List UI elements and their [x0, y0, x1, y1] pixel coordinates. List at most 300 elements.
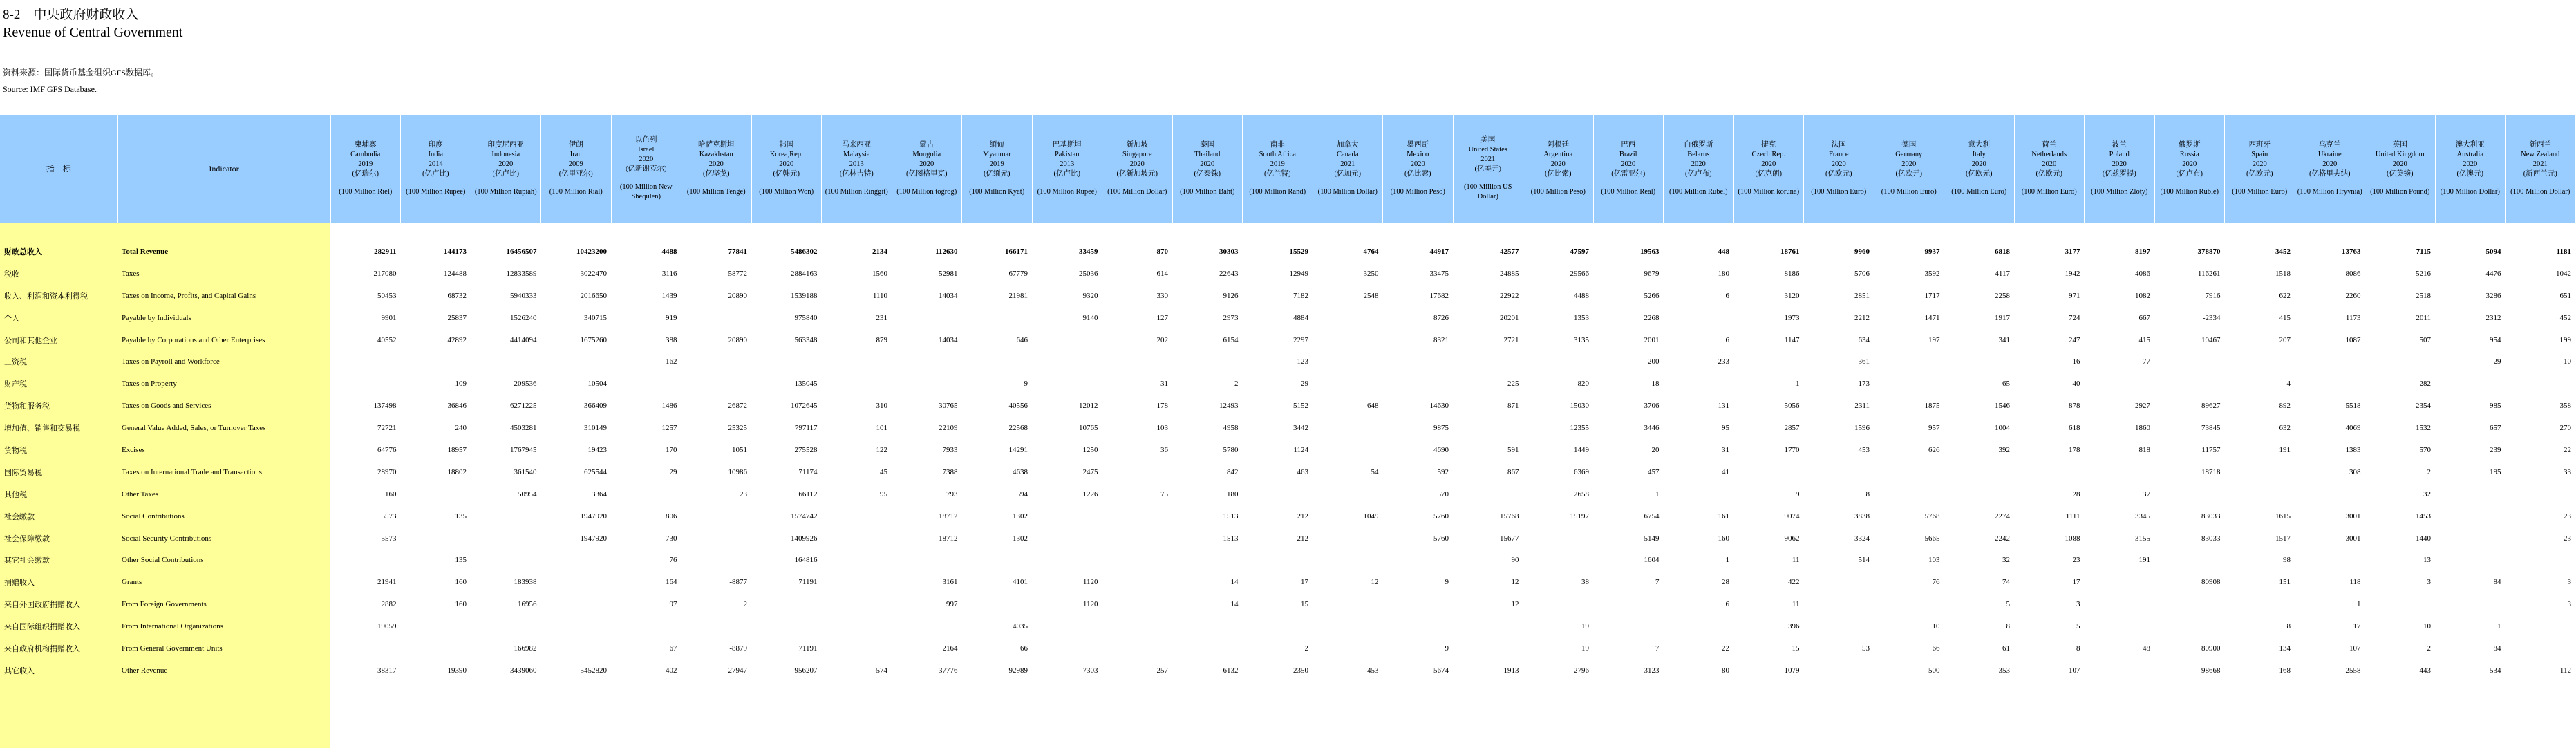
column-cn: 意大利 [1968, 141, 1990, 149]
table-cell [2435, 549, 2506, 571]
column-header-united-kingdom [2365, 115, 2436, 223]
column-en: Spain [2251, 151, 2268, 158]
table-cell [1664, 615, 1734, 637]
table-cell [401, 483, 471, 505]
table-cell: 23 [2072, 556, 2080, 565]
table-cell: 1596 [1854, 424, 1870, 433]
table-cell: 1409926 [791, 534, 818, 543]
table-cell: -8879 [729, 644, 747, 653]
table-cell: 2 [1304, 644, 1308, 653]
table-cell: 1439 [661, 291, 677, 300]
table-cell [330, 373, 401, 395]
table-cell [822, 549, 892, 571]
table-cell: 32 [2423, 489, 2431, 498]
column-en: South Africa [1259, 151, 1296, 158]
table-cell: 98 [2283, 556, 2291, 565]
table-cell: 95 [1722, 424, 1729, 433]
table-cell: 402 [666, 666, 677, 675]
table-cell: 98668 [2201, 666, 2221, 675]
table-cell: 396 [1788, 622, 1800, 631]
column-header-russia [2154, 115, 2225, 223]
column-unit-en: (100 Million Hryvnia) [2297, 188, 2362, 196]
column-cn: 白俄罗斯 [1684, 141, 1713, 149]
table-cell [401, 527, 471, 550]
table-cell: 71191 [798, 578, 818, 587]
table-cell [892, 307, 962, 329]
table-cell: 5486302 [791, 247, 818, 256]
table-cell: 8 [1865, 489, 1870, 498]
table-cell: 92989 [1008, 666, 1028, 675]
table-row [0, 307, 2575, 329]
table-cell: 6 [1725, 600, 1729, 609]
table-cell: 36 [1160, 445, 1168, 454]
table-cell [2435, 505, 2506, 527]
table-cell: 448 [1718, 247, 1729, 256]
table-cell: 4069 [2345, 424, 2361, 433]
table-cell: 2882 [381, 600, 397, 609]
column-year: 2020 [2322, 160, 2338, 168]
column-header-indonesia [471, 115, 541, 223]
table-cell: 12833589 [506, 269, 537, 278]
table-cell: 2721 [1503, 335, 1519, 344]
table-cell: 23 [740, 489, 747, 498]
table-cell: 625544 [584, 467, 607, 476]
table-cell: 3345 [2135, 512, 2150, 521]
table-cell: 4414094 [510, 335, 537, 344]
table-cell [1804, 571, 1874, 593]
table-cell: 9126 [1223, 291, 1239, 300]
table-cell: 38 [1581, 578, 1589, 587]
table-cell [1664, 307, 1734, 329]
table-cell [681, 373, 752, 395]
table-cell: 2134 [872, 247, 887, 256]
column-unit-en: (100 Million Euro) [2021, 188, 2077, 196]
table-cell: 282 [2419, 380, 2431, 389]
table-cell: 9074 [1784, 512, 1800, 521]
table-cell: 5780 [1223, 445, 1239, 454]
table-cell: 9140 [1082, 313, 1098, 322]
table-cell: 22 [1722, 644, 1729, 653]
table-cell: 19563 [1640, 247, 1660, 256]
table-cell: 23 [2564, 512, 2571, 521]
table-cell: 12949 [1289, 269, 1308, 278]
table-cell: 5 [2006, 600, 2010, 609]
table-cell [1593, 615, 1664, 637]
table-cell: 310 [876, 402, 887, 411]
column-en: Israel [638, 146, 655, 153]
column-cn: 澳大利亚 [2455, 141, 2485, 149]
column-year: 2020 [1901, 160, 1917, 168]
table-cell [2295, 373, 2365, 395]
table-cell [1032, 373, 1102, 395]
table-cell: 6369 [1574, 467, 1589, 476]
table-cell: 168 [2279, 666, 2291, 675]
column-year: 2020 [1621, 160, 1636, 168]
row-label-cn: 税收 [0, 263, 117, 285]
column-en: Germany [1895, 151, 1923, 158]
table-cell: 112630 [935, 247, 958, 256]
column-unit-en: (100 Million Rupiah) [474, 188, 537, 196]
column-unit-cn: (亿美元) [1474, 165, 1501, 173]
table-cell: 592 [1437, 467, 1449, 476]
table-cell [1383, 373, 1454, 395]
table-cell: 233 [1718, 357, 1729, 366]
column-header-germany [1874, 115, 1944, 223]
table-cell: 64776 [377, 445, 397, 454]
table-cell [611, 615, 681, 637]
column-unit-cn: (亿林吉特) [839, 170, 874, 178]
table-cell: 622 [2279, 291, 2291, 300]
column-unit-en: (100 Million Dollar) [1107, 188, 1167, 196]
column-year: 2020 [639, 156, 654, 163]
table-cell: 1088 [2065, 534, 2080, 543]
table-cell [1032, 527, 1102, 550]
row-label-cn: 货物和服务税 [0, 395, 117, 417]
column-cn: 马来西亚 [842, 141, 872, 149]
table-cell: 1947920 [580, 512, 607, 521]
table-cell: 12 [1511, 578, 1519, 587]
table-cell [1383, 615, 1454, 637]
table-cell: 1913 [1503, 666, 1519, 675]
table-cell [1102, 527, 1173, 550]
column-unit-en: (100 Million Baht) [1180, 188, 1235, 196]
table-cell: 1526240 [510, 313, 537, 322]
column-unit-cn: (亿兰特) [1264, 170, 1291, 178]
table-row [0, 660, 2575, 682]
table-cell: 7 [1655, 578, 1660, 587]
table-cell: 422 [1788, 578, 1800, 587]
table-cell: 101 [876, 424, 887, 433]
table-cell: 73845 [2201, 424, 2221, 433]
column-en: Netherlands [2031, 151, 2067, 158]
table-cell: 618 [2069, 424, 2080, 433]
table-cell: 103 [1928, 556, 1940, 565]
table-cell [2154, 373, 2225, 395]
table-cell [1523, 350, 1594, 373]
column-unit-en: (100 Million togrog) [896, 188, 957, 196]
table-cell: 2857 [1784, 424, 1800, 433]
column-year: 2020 [1971, 160, 1986, 168]
column-cn: 伊朗 [568, 141, 583, 149]
column-cn: 西班牙 [2248, 141, 2271, 149]
table-cell: 1110 [872, 291, 887, 300]
column-en: Mongolia [912, 151, 941, 158]
table-cell: 12355 [1570, 424, 1589, 433]
table-cell: 2973 [1223, 313, 1239, 322]
table-cell: 2016650 [580, 291, 607, 300]
column-unit-en: (100 Million New Shequlen) [619, 183, 673, 200]
table-cell: 4488 [661, 247, 677, 256]
row-label-cn: 收入、利润和资本利得税 [0, 285, 117, 307]
table-cell: 207 [2279, 335, 2291, 344]
table-cell: 2258 [1995, 291, 2010, 300]
table-cell: 5674 [1433, 666, 1449, 675]
column-header-canada [1313, 115, 1383, 223]
column-en: Poland [2109, 151, 2130, 158]
table-cell [2154, 615, 2225, 637]
table-cell: 15 [1301, 600, 1308, 609]
table-cell: 1539188 [791, 291, 818, 300]
table-cell: 76 [669, 556, 677, 565]
column-year: 2020 [919, 160, 934, 168]
table-cell: 137498 [373, 402, 397, 411]
column-en: India [428, 151, 444, 158]
table-cell: 89627 [2201, 402, 2221, 411]
column-cn: 荷兰 [2042, 141, 2057, 149]
table-cell: 116261 [2197, 269, 2221, 278]
table-cell: 52981 [939, 269, 958, 278]
table-cell: 3452 [2275, 247, 2291, 256]
table-cell: 18712 [939, 534, 958, 543]
table-cell [1733, 461, 1804, 483]
table-cell: 2164 [942, 644, 958, 653]
table-cell: 3001 [2345, 512, 2361, 521]
column-en: Russia [2179, 151, 2199, 158]
table-cell: 3116 [661, 269, 677, 278]
table-cell: 341 [1998, 335, 2010, 344]
column-unit-cn: (亿加元) [1334, 170, 1361, 178]
table-cell: 127 [1156, 313, 1168, 322]
table-cell: 44917 [1429, 247, 1449, 256]
column-en: United States [1468, 146, 1507, 153]
table-cell: 10 [2564, 357, 2571, 366]
table-cell: 1615 [2275, 512, 2291, 521]
table-cell [962, 350, 1033, 373]
table-cell [681, 505, 752, 527]
row-label-en: Taxes on Payroll and Workforce [117, 350, 330, 373]
table-cell: 15768 [1500, 512, 1519, 521]
table-cell: 4958 [1223, 424, 1239, 433]
table-cell [1313, 615, 1383, 637]
table-cell [1032, 350, 1102, 373]
table-cell: 1383 [2345, 445, 2361, 454]
table-cell: 1120 [1082, 578, 1098, 587]
column-en: Australia [2456, 151, 2483, 158]
table-cell [1032, 637, 1102, 660]
table-cell: 9062 [1784, 534, 1800, 543]
row-label-en: Other Taxes [117, 483, 330, 505]
table-cell: 806 [666, 512, 677, 521]
table-cell: 19 [1581, 644, 1589, 653]
table-cell: 500 [1928, 666, 1940, 675]
table-cell: 2475 [1082, 467, 1098, 476]
table-cell: 730 [666, 534, 677, 543]
table-cell [1102, 593, 1173, 615]
row-label-en: Taxes on Goods and Services [117, 395, 330, 417]
table-cell: 6 [1725, 291, 1729, 300]
revenue-table [0, 115, 2576, 748]
table-cell [401, 637, 471, 660]
table-cell: 2212 [1854, 313, 1870, 322]
table-cell: 11757 [2201, 445, 2221, 454]
table-cell: 1717 [1924, 291, 1940, 300]
table-cell: 191 [2138, 556, 2150, 565]
table-cell: 275528 [794, 445, 818, 454]
table-cell [2154, 483, 2225, 505]
column-unit-cn: (亿雷亚尔) [1611, 170, 1646, 178]
table-cell: 797117 [794, 424, 818, 433]
table-cell: 1302 [1013, 534, 1028, 543]
column-header-argentina [1523, 115, 1594, 223]
table-cell: 2260 [2345, 291, 2361, 300]
table-cell: 3155 [2135, 534, 2150, 543]
column-en: Italy [1972, 151, 1986, 158]
table-cell: 161 [1718, 512, 1729, 521]
table-cell: 66 [1020, 644, 1028, 653]
table-cell: 66 [1932, 644, 1940, 653]
table-cell: 14291 [1008, 445, 1028, 454]
table-cell: 67779 [1008, 269, 1028, 278]
table-cell [1733, 350, 1804, 373]
table-cell [822, 637, 892, 660]
table-row [0, 483, 2575, 505]
table-cell: 28 [2072, 489, 2080, 498]
table-cell: 3161 [942, 578, 958, 587]
table-cell [1804, 593, 1874, 615]
table-cell: 2851 [1854, 291, 1870, 300]
column-en: United Kingdom [2375, 151, 2425, 158]
table-cell: 4117 [1995, 269, 2010, 278]
table-cell [541, 637, 612, 660]
table-cell: 36846 [447, 402, 467, 411]
column-cn: 印度尼西亚 [487, 141, 524, 149]
table-cell: 1942 [2065, 269, 2080, 278]
column-unit-cn: (亿兹罗提) [2102, 170, 2136, 178]
column-cn: 印度 [428, 141, 443, 149]
table-cell: 217080 [373, 269, 397, 278]
column-header-italy [1944, 115, 2015, 223]
table-cell: 29 [1301, 380, 1308, 389]
table-cell: 30765 [939, 402, 958, 411]
table-cell: 42892 [447, 335, 467, 344]
column-year: 2020 [2252, 160, 2267, 168]
table-cell [1102, 350, 1173, 373]
table-cell [892, 615, 962, 637]
column-unit-cn: (亿欧元) [2246, 170, 2273, 178]
table-cell: 5152 [1293, 402, 1308, 411]
column-unit-cn: (亿欧元) [1895, 170, 1922, 178]
table-cell: 5760 [1433, 512, 1449, 521]
table-cell: 4488 [1574, 291, 1589, 300]
table-cell: 18712 [939, 512, 958, 521]
column-unit-en: (100 Million Dollar) [1317, 188, 1378, 196]
table-cell: 2001 [1644, 335, 1660, 344]
row-label-cn: 其它收入 [0, 660, 117, 682]
column-unit-en: (100 Million Ruble) [2160, 188, 2219, 196]
table-cell: 1147 [1784, 335, 1800, 344]
table-cell: 47597 [1570, 247, 1589, 256]
table-cell: 18957 [447, 445, 467, 454]
table-cell: 12493 [1219, 402, 1239, 411]
column-unit-cn: (亿卢布) [2176, 170, 2203, 178]
table-cell [1313, 307, 1383, 329]
table-cell: 453 [1367, 666, 1379, 675]
table-cell: 651 [2559, 291, 2571, 300]
column-unit-cn: (亿坚戈) [703, 170, 730, 178]
table-cell: 14034 [939, 335, 958, 344]
table-cell: 3 [2427, 578, 2431, 587]
row-label-cn: 社会缴款 [0, 505, 117, 527]
table-cell: 50453 [377, 291, 397, 300]
table-cell [2154, 593, 2225, 615]
table-cell [1383, 549, 1454, 571]
table-cell [1874, 461, 1944, 483]
column-header-new-zealand [2506, 115, 2576, 223]
table-cell [2506, 549, 2576, 571]
row-label-en: From General Government Units [117, 637, 330, 660]
table-cell: 15677 [1500, 534, 1519, 543]
table-cell: 14630 [1429, 402, 1449, 411]
table-cell: 3250 [1363, 269, 1379, 278]
table-cell [1243, 483, 1313, 505]
row-label-cn: 社会保障缴款 [0, 527, 117, 550]
table-cell [1102, 505, 1173, 527]
column-header-netherlands [2014, 115, 2085, 223]
table-cell: 7115 [2416, 247, 2431, 256]
table-cell: 3 [2076, 600, 2080, 609]
table-cell: 29 [2493, 357, 2501, 366]
table-cell: 1675260 [580, 335, 607, 344]
column-year: 2020 [1831, 160, 1846, 168]
table-row [0, 395, 2575, 417]
table-cell: 124488 [444, 269, 467, 278]
table-cell [1313, 373, 1383, 395]
row-label-cn: 捐赠收入 [0, 571, 117, 593]
table-cell: 878 [2069, 402, 2080, 411]
column-cn: 俄罗斯 [2179, 141, 2201, 149]
table-row [0, 241, 2575, 263]
table-row [0, 285, 2575, 307]
page-title-en: Revenue of Central Government [3, 25, 183, 40]
table-cell: 4690 [1433, 445, 1449, 454]
table-cell: 112 [2559, 666, 2571, 675]
table-cell: 2 [2427, 644, 2431, 653]
table-cell: 6 [1725, 335, 1729, 344]
table-cell: 15529 [1289, 247, 1308, 256]
column-unit-en: (100 Million Euro) [1951, 188, 2007, 196]
column-header-mongolia [892, 115, 962, 223]
header-row [0, 115, 2575, 223]
table-cell [1313, 329, 1383, 351]
table-cell: 240 [455, 424, 467, 433]
table-cell: 570 [1437, 489, 1449, 498]
table-cell [1172, 637, 1243, 660]
row-label-cn: 来自政府机构捐赠收入 [0, 637, 117, 660]
table-row [0, 350, 2575, 373]
table-cell [1102, 461, 1173, 483]
table-cell: 14034 [939, 291, 958, 300]
column-year: 2020 [2463, 160, 2478, 168]
table-cell: 3442 [1293, 424, 1308, 433]
table-cell [751, 350, 822, 373]
row-label-en: Total Revenue [117, 241, 330, 263]
table-cell: 867 [1507, 467, 1519, 476]
table-cell [1313, 527, 1383, 550]
table-cell: 534 [2490, 666, 2501, 675]
table-cell: 20890 [728, 335, 747, 344]
table-cell: 9 [1796, 489, 1800, 498]
table-cell: 1518 [2275, 269, 2291, 278]
table-cell [822, 505, 892, 527]
table-cell: 563348 [794, 335, 818, 344]
table-cell: 634 [1858, 335, 1870, 344]
table-row [0, 549, 2575, 571]
column-cn: 缅甸 [989, 141, 1004, 149]
table-cell [1664, 373, 1734, 395]
table-cell: 2011 [2416, 313, 2431, 322]
column-unit-en: (100 Million Zloty) [2091, 188, 2148, 196]
column-unit-cn: (亿卢比) [1053, 170, 1080, 178]
